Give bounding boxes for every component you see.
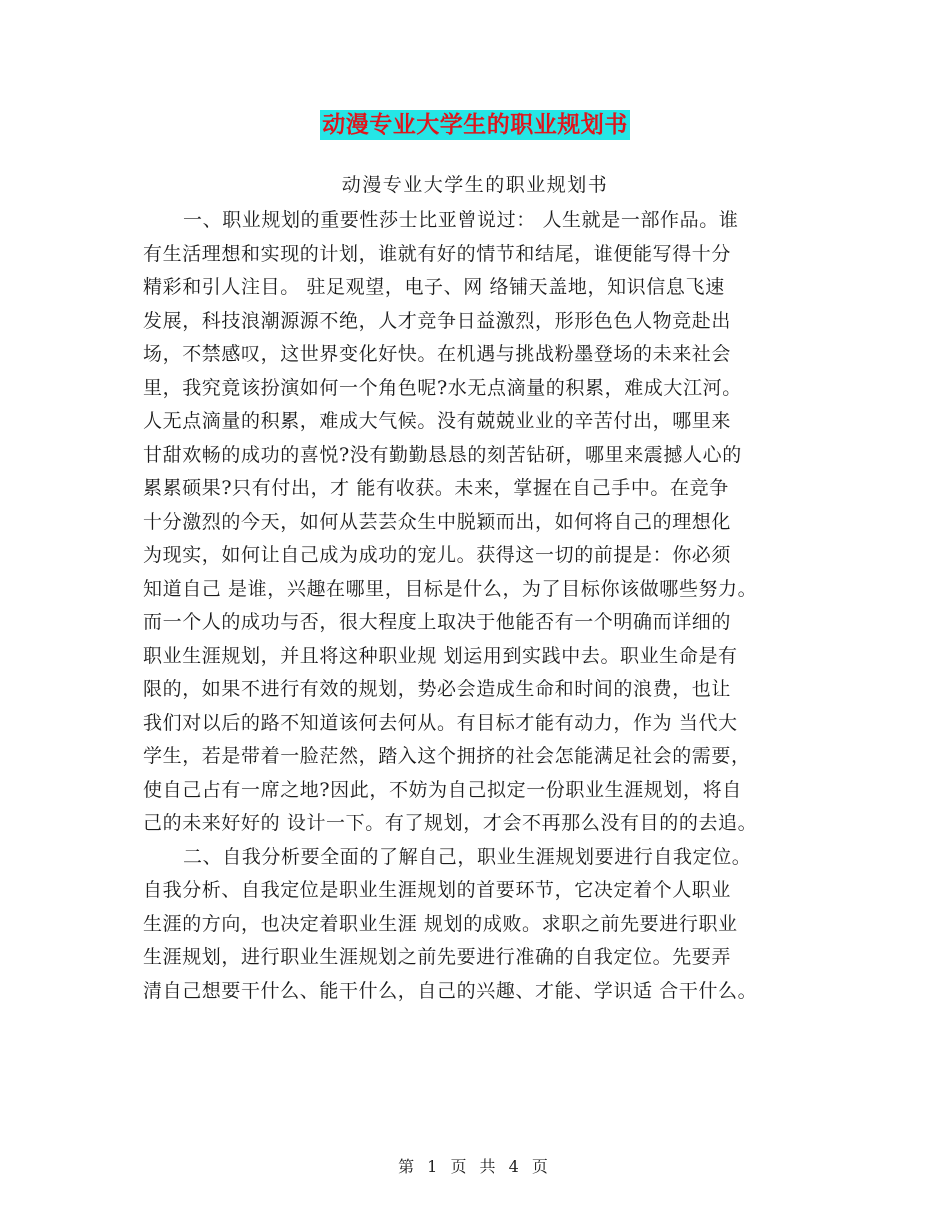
text-line: 学生，若是带着一脸茫然，踏入这个拥挤的社会怎能满足社会的需要，: [143, 745, 751, 767]
text-line: 生涯的方向，也决定着职业生涯 规划的成败。求职之前先要进行职业: [143, 912, 738, 935]
text-line: 发展，科技浪潮源源不绝，人才竞争日益激烈，形形色色人物竞赴出: [143, 309, 732, 332]
paragraph-1: [143, 204, 815, 841]
text-line: 使自己占有一席之地?因此，不妨为自己拟定一份职业生涯规划，将自: [143, 778, 742, 801]
text-line: 生涯规划，进行职业生涯规划之前先要进行准确的自我定位。先要弄: [143, 946, 732, 968]
page-title: 动漫专业大学生的职业规划书: [322, 111, 628, 138]
text-line: 场，不禁感叹，这世界变化好快。在机遇与挑战粉墨登场的未来社会: [143, 343, 732, 365]
text-line: 甘甜欢畅的成功的喜悦?没有勤勤恳恳的刻苦钻研，哪里来震撼人心的: [143, 443, 742, 466]
text-line: 里，我究竟该扮演如何一个角色呢?水无点滴量的积累，难成大江河。: [143, 376, 742, 399]
text-line: 自我分析、自我定位是职业生涯规划的首要环节，它决定着个人职业: [143, 879, 732, 901]
text-line: 而一个人的成功与否，很大程度上取决于他能否有一个明确而详细的: [143, 611, 732, 633]
text-line: 己的未来好好的 设计一下。有了规划，才会不再那么没有目的的去追。: [143, 812, 758, 834]
text-line: 人无点滴量的积累，难成大气候。没有兢兢业业的辛苦付出，哪里来: [143, 410, 732, 432]
text-line: 有生活理想和实现的计划，谁就有好的情节和结尾，谁便能写得十分: [143, 242, 732, 265]
text-line: 十分激烈的今天，如何从芸芸众生中脱颖而出，如何将自己的理想化: [143, 510, 732, 533]
body-text: [143, 204, 815, 1008]
text-line: 累累硕果?只有付出，才 能有收获。未来，掌握在自己手中。在竞争: [143, 477, 729, 499]
text-line: 二、自我分析要全面的了解自己，职业生涯规划要进行自我定位。: [183, 845, 752, 868]
subtitle: 动漫专业大学生的职业规划书: [341, 174, 609, 196]
text-line: 职业生涯规划，并且将这种职业规 划运用到实践中去。职业生命是有: [143, 644, 738, 667]
paragraph-2: [143, 841, 815, 1009]
text-line: 一、职业规划的重要性莎士比亚曾说过： 人生就是一部作品。谁: [183, 209, 739, 231]
text-line: 清自己想要干什么、能干什么，自己的兴趣、才能、学识适 合干什么。: [143, 979, 758, 1002]
text-line: 为现实，如何让自己成为成功的宠儿。获得这一切的前提是：你必须: [143, 544, 732, 566]
title-container: [0, 110, 950, 140]
page-footer: 第 1 页 共 4 页: [398, 1157, 552, 1176]
text-line: 知道自己 是谁，兴趣在哪里，目标是什么，为了目标你该做哪些努力。: [143, 577, 758, 600]
text-line: 精彩和引人注目。 驻足观望，电子、网 络铺天盖地，知识信息飞速: [143, 276, 725, 298]
text-line: 限的，如果不进行有效的规划，势必会造成生命和时间的浪费，也让: [143, 678, 732, 700]
text-line: 我们对以后的路不知道该何去何从。有目标才能有动力，作为 当代大: [143, 711, 738, 734]
